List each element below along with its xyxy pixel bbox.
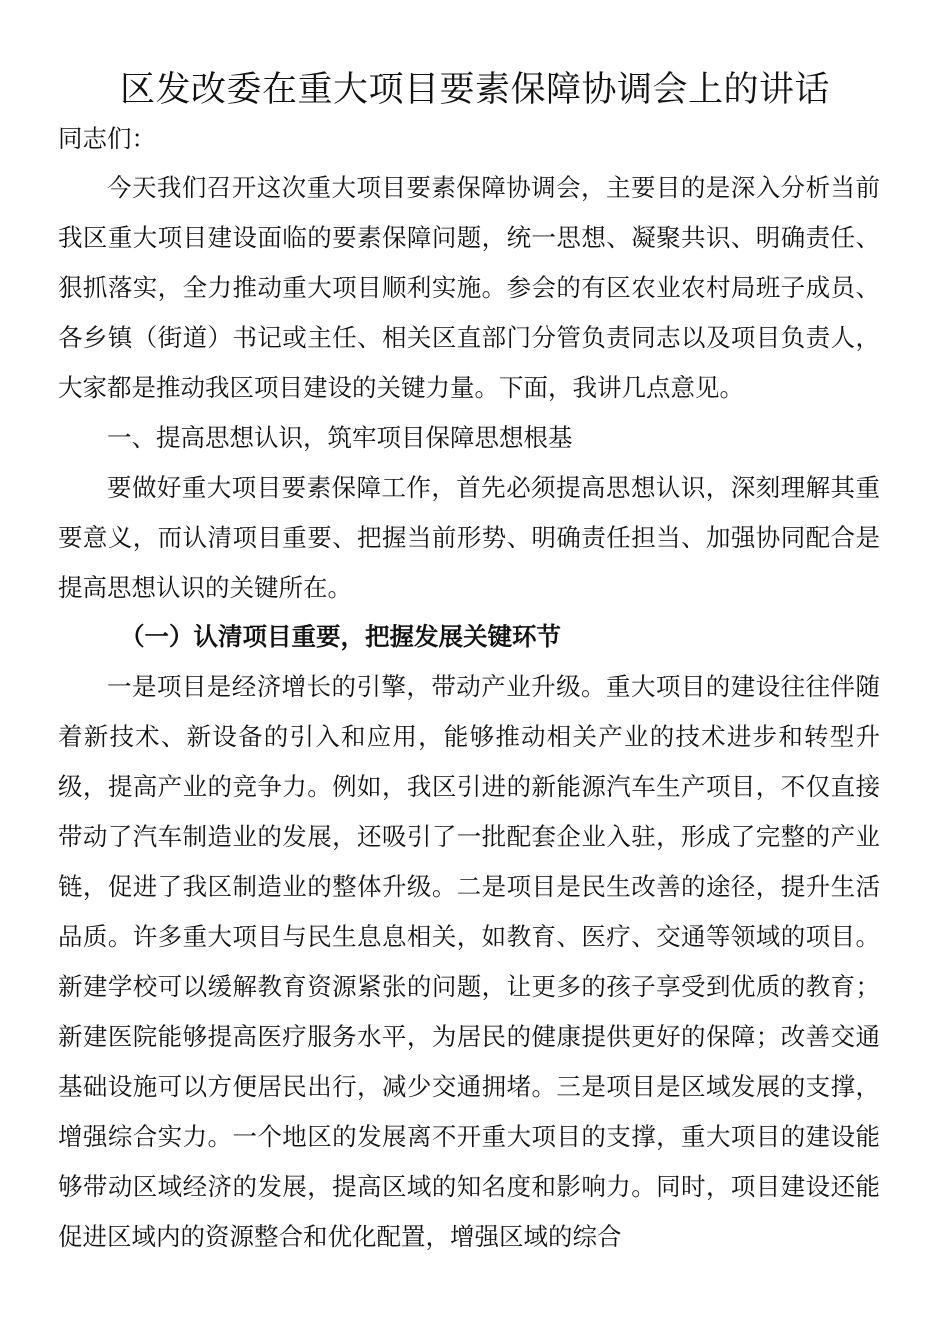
salutation: 同志们：: [58, 124, 156, 153]
document-title: 区发改委在重大项目要素保障协调会上的讲话: [119, 70, 830, 110]
paragraph-subsection-1: 一是项目是经济增长的引擎，带动产业升级。重大项目的建设往往伴随着新技术、新设备的引入和应用，能够推动相关产业的技术进步和转型升级，提高产业的竞争力。例如，我区引进的新能源汽车生产项目，不仅直接带动了汽车制造业的发展，还吸引了一批配套企业入驻，形成了完整的产业链，促进了我区制造业的整体升级。二是项目是民生改善的途径，提升生活品质。许多重大项目与民生息息相关，如教育、医疗、交通等领域的项目。新建学校可以缓解教育资源紧张的问题，让更多的孩子享受到优质的教育；新建医院能够提高医疗服务水平，为居民的健康提供更好的保障；改善交通基础设施可以方便居民出行，减少交通拥堵。三是项目是区域发展的支撑，增强综合实力。一个地区的发展离不开重大项目的支撑，重大项目的建设能够带动区域经济的发展，提高区域的知名度和影响力。同时，项目建设还能促进区域内的资源整合和优化配置，增强区域的综合: [58, 672, 880, 1251]
subsection-heading-1: （一）认清项目重要，把握发展关键环节: [120, 622, 561, 651]
paragraph-section-1: 要做好重大项目要素保障工作，首先必须提高思想认识，深刻理解其重要意义，而认清项目重要、把握当前形势、明确责任担当、加强协同配合是提高思想认识的关键所在。: [58, 473, 880, 602]
paragraph-intro: 今天我们召开这次重大项目要素保障协调会，主要目的是深入分析当前我区重大项目建设面临的要素保障问题，统一思想、凝聚共识、明确责任、狠抓落实，全力推动重大项目顺利实施。参会的有区农业农村局班子成员、各乡镇（街道）书记或主任、相关区直部门分管负责同志以及项目负责人，大家都是推动我区项目建设的关键力量。下面，我讲几点意见。: [58, 173, 880, 402]
section-heading-1: 一、提高思想认识，筑牢项目保障思想根基: [107, 423, 573, 452]
